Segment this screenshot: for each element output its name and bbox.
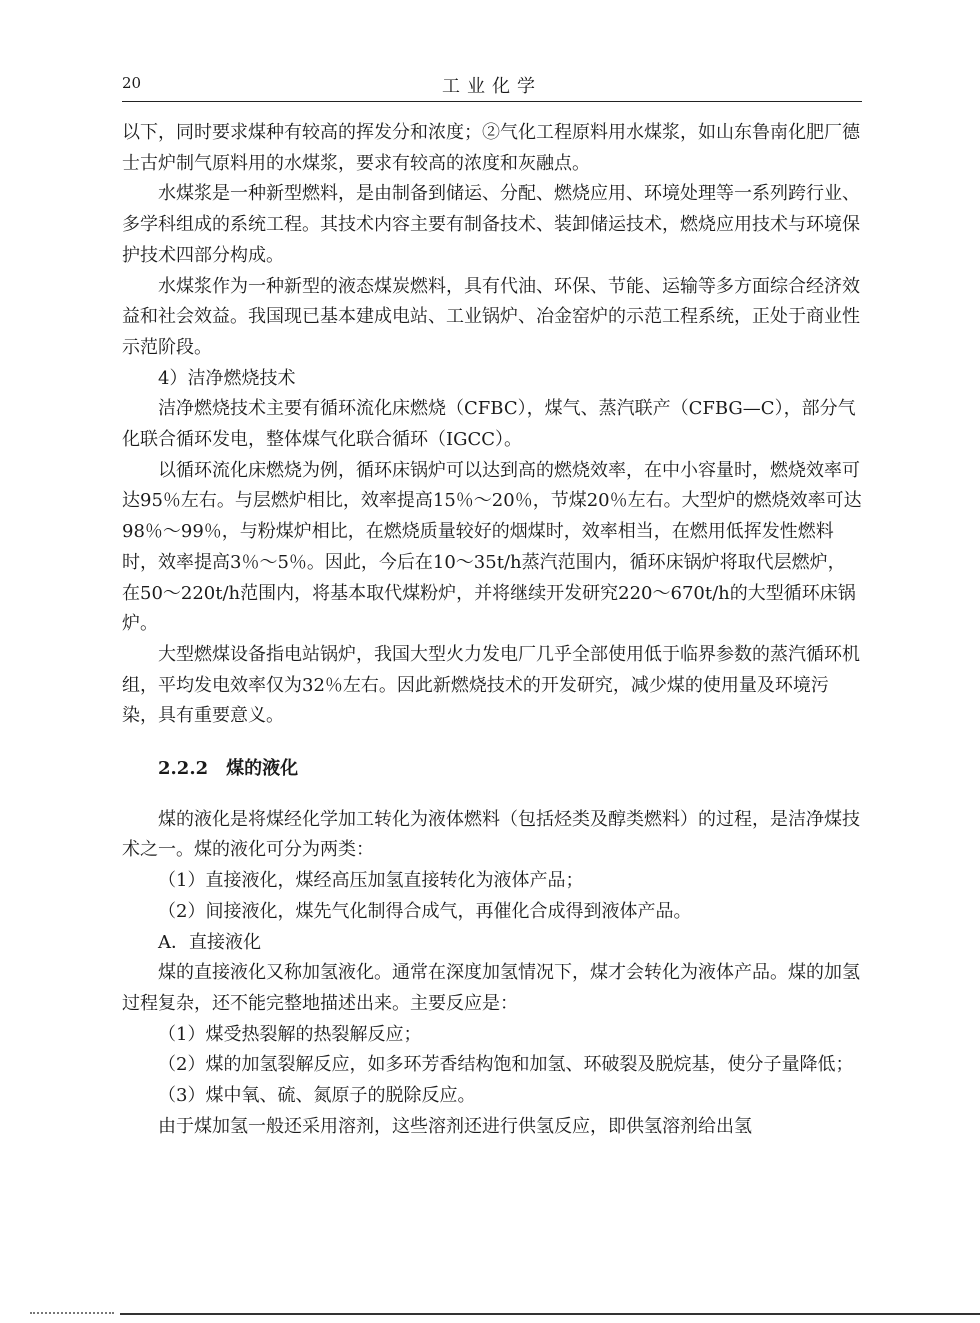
list-item-indirect: （2）间接液化，煤先气化制得合成气，再催化合成得到液体产品。 [158, 900, 692, 922]
list-item-pyrolysis: （1）煤受热裂解的热裂解反应； [158, 1023, 422, 1045]
section-heading-liquefaction: 2.2.2 煤的液化 [158, 758, 299, 780]
subheading-clean-combustion: 4）洁净燃烧技术 [158, 367, 296, 389]
scan-artifact [30, 1312, 114, 1314]
paragraph-slurry-benefits: 水煤浆作为一种新型的液态煤炭燃料，具有代油、环保、节能、运输等多方面综合经济效益和社会效益。我国现已基本建成电站、工业锅炉、冶金窑炉的示范工程系统，正处于商业性示范阶段。 [122, 275, 860, 358]
paragraph-liquefaction-intro: 煤的液化是将煤经化学加工转化为液体燃料（包括烃类及醇类燃料）的过程，是洁净煤技术之一。煤的液化可分为两类： [122, 808, 860, 861]
subheading-direct-liquefaction: A．直接液化 [158, 931, 261, 953]
list-item-heteroatom-removal: （3）煤中氧、硫、氮原子的脱除反应。 [158, 1085, 476, 1107]
paragraph-cfb-efficiency: 以循环流化床燃烧为例，循环床锅炉可以达到高的燃烧效率，在中小容量时，燃烧效率可达95％左右。与层燃炉相比，效率提高15％～20％，节煤20％左右。大型炉的燃烧效率可达98％～99％，与粉煤炉相比，在燃烧质量较好的烟煤时，效率相当，在燃用低挥发性燃料时，效率提高3％～5％。因此，今后在10～35t/h蒸汽范围内，循环床锅炉将取代层燃炉，在50～220t/h范围内，将基本取代煤粉炉，并将继续开发研究220～670t/h的大型循环床锅炉。 [122, 459, 862, 635]
paragraph-direct-liquefaction: 煤的直接液化又称加氢液化。通常在深度加氢情况下，煤才会转化为液体产品。煤的加氢过程复杂，还不能完整地描述出来。主要反应是： [122, 962, 860, 1014]
page-body [122, 118, 862, 1143]
page-header [122, 68, 862, 98]
list-item-direct: （1）直接液化，煤经高压加氢直接转化为液体产品； [158, 870, 584, 892]
running-title: 工业化学 [442, 76, 542, 97]
header-rule [122, 101, 862, 102]
paragraph-clean-combustion: 洁净燃烧技术主要有循环流化床燃烧（CFBC），煤气、蒸汽联产（CFBG—C），部分气化联合循环发电，整体煤气化联合循环（IGCC）。 [122, 398, 856, 451]
paragraph-solvent: 由于煤加氢一般还采用溶剂，这些溶剂还进行供氢反应，即供氢溶剂给出氢 [158, 1115, 752, 1137]
list-item-hydrocracking: （2）煤的加氢裂解反应，如多环芳香结构饱和加氢、环破裂及脱烷基，使分子量降低； [158, 1054, 854, 1076]
footer-rule [120, 1313, 980, 1315]
page-number: 20 [122, 74, 142, 92]
paragraph-continued: 以下，同时要求煤种有较高的挥发分和浓度；②气化工程原料用水煤浆，如山东鲁南化肥厂德士古炉制气原料用的水煤浆，要求有较高的浓度和灰融点。 [122, 122, 860, 174]
paragraph-coal-water-slurry: 水煤浆是一种新型燃料，是由制备到储运、分配、燃烧应用、环境处理等一系列跨行业、多学科组成的系统工程。其技术内容主要有制备技术、装卸储运技术，燃烧应用技术与环境保护技术四部分构成。 [122, 183, 860, 266]
paragraph-power-station: 大型燃煤设备指电站锅炉，我国大型火力发电厂几乎全部使用低于临界参数的蒸汽循环机组，平均发电效率仅为32％左右。因此新燃烧技术的开发研究，减少煤的使用量及环境污染，具有重要意义。 [122, 643, 860, 727]
